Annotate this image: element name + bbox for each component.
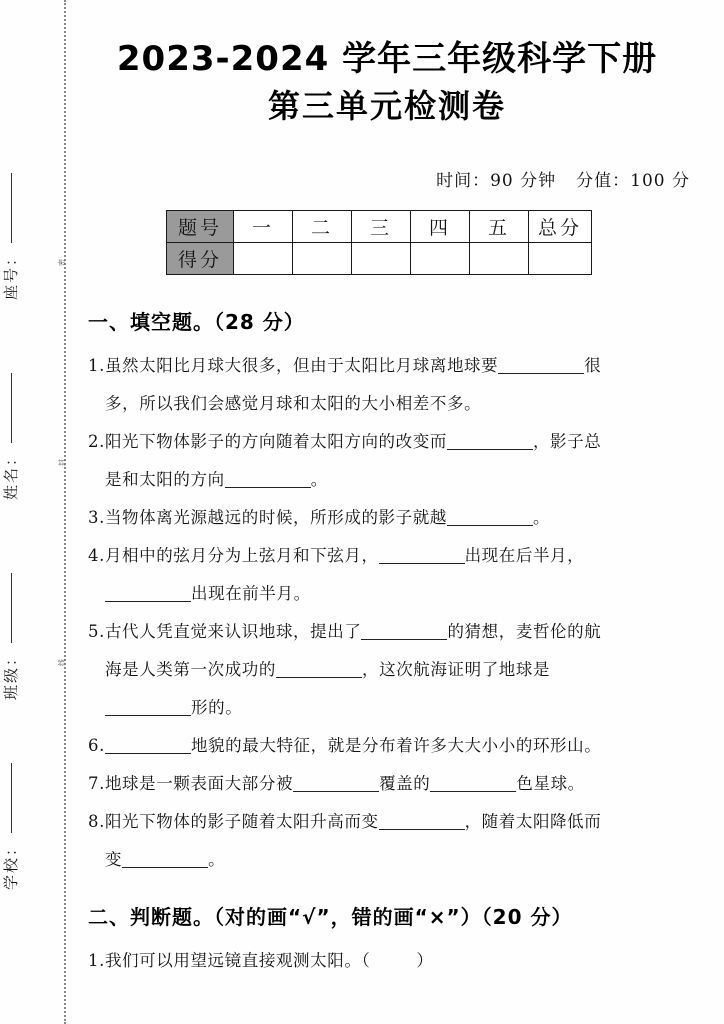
- page-title: 2023-2024 学年三年级科学下册: [116, 39, 658, 79]
- question-text: 当物体离光源越远的时候，所形成的影子就越: [104, 508, 447, 527]
- exam-total-score: 分值：100 分: [576, 171, 690, 191]
- question-1-2: [88, 425, 694, 459]
- seal-label-class: [0, 573, 21, 700]
- score-input-total[interactable]: [529, 243, 592, 275]
- score-table-col-2: 二: [293, 211, 352, 243]
- answer-blank[interactable]: [293, 791, 379, 792]
- question-text: 覆盖的: [379, 774, 431, 793]
- question-text: 很: [584, 356, 602, 375]
- score-input-3[interactable]: [352, 243, 411, 275]
- question-number: 2.: [88, 432, 105, 451]
- answer-blank[interactable]: [447, 449, 533, 450]
- question-number: 8.: [88, 812, 105, 831]
- question-text: 海是人类第一次成功的: [105, 660, 276, 679]
- question-1-5-cont: [88, 691, 694, 725]
- question-number: 5.: [88, 622, 105, 641]
- question-1-5: [88, 615, 694, 649]
- question-text: 是和太阳的方向: [105, 470, 225, 489]
- question-1-3: [88, 501, 694, 535]
- answer-blank[interactable]: [361, 639, 447, 640]
- question-number: 3.: [88, 508, 105, 527]
- seal-label-text: 学校：: [2, 838, 20, 890]
- seal-mini-char-3: 线: [58, 658, 66, 666]
- question-1-2-cont: [88, 463, 694, 497]
- seal-label-rule: [11, 763, 12, 833]
- question-text: 阳光下物体影子的方向随着太阳方向的改变而: [104, 432, 447, 451]
- question-1-7: [88, 767, 694, 801]
- question-1-8: [88, 805, 694, 839]
- question-1-8-cont: [88, 843, 694, 877]
- question-text: 月相中的弦月分为上弦月和下弦月，: [104, 546, 379, 565]
- question-text: 虽然太阳比月球大很多，但由于太阳比月球离地球要: [104, 356, 499, 375]
- question-text: 我们可以用望远镜直接观测太阳。（: [104, 951, 371, 970]
- answer-blank[interactable]: [447, 525, 533, 526]
- exam-content: [88, 300, 694, 982]
- question-1-4: [88, 539, 694, 573]
- seal-label-rule: [11, 573, 12, 643]
- question-text: 变: [105, 850, 123, 869]
- score-table-col-4: 四: [411, 211, 470, 243]
- seal-label-student-name: [0, 373, 21, 500]
- seal-label-rule: [11, 173, 12, 243]
- score-table-col-total: 总分: [529, 211, 592, 243]
- score-input-2[interactable]: [293, 243, 352, 275]
- section-heading-1: 一、填空题。（28 分）: [88, 310, 305, 334]
- score-table-row-label-question: 题号: [167, 211, 234, 243]
- page-title-block: [78, 36, 696, 128]
- seal-mini-char-2: 封: [58, 458, 66, 466]
- answer-blank[interactable]: [225, 487, 311, 488]
- score-input-5[interactable]: [470, 243, 529, 275]
- table-row-scores: [167, 243, 592, 275]
- question-1-1: [88, 349, 694, 383]
- question-text: 的猜想，麦哲伦的航: [447, 622, 602, 641]
- exam-meta: [78, 166, 690, 191]
- question-text: ，随着太阳降低而: [464, 812, 602, 831]
- table-row-question-numbers: [167, 211, 592, 243]
- question-text: ，影子总: [532, 432, 602, 451]
- question-number: 1.: [88, 356, 105, 375]
- answer-blank[interactable]: [122, 867, 208, 868]
- answer-blank[interactable]: [276, 677, 362, 678]
- question-number: 6.: [88, 736, 105, 755]
- seal-label-text: 座号：: [2, 248, 20, 300]
- question-text: 出现在后半月，: [464, 546, 585, 565]
- answer-blank[interactable]: [105, 601, 191, 602]
- question-1-1-cont: [88, 387, 694, 421]
- question-text: 。: [208, 850, 226, 869]
- question-text: 。: [310, 470, 328, 489]
- question-1-6: [88, 729, 694, 763]
- score-input-1[interactable]: [234, 243, 293, 275]
- question-text: 多，所以我们会感觉月球和太阳的大小相差不多。: [105, 394, 482, 413]
- seal-label-text: 班级：: [2, 648, 20, 700]
- question-text: 色星球。: [516, 774, 585, 793]
- answer-blank[interactable]: [105, 753, 191, 754]
- question-text: 形的。: [191, 698, 243, 717]
- question-text: 地球是一颗表面大部分被: [104, 774, 294, 793]
- question-number: 1.: [88, 951, 105, 970]
- exam-duration: 时间：90 分钟: [436, 171, 557, 191]
- seal-label-text: 姓名：: [2, 448, 20, 500]
- score-table-col-5: 五: [470, 211, 529, 243]
- question-text: 地貌的最大特征，就是分布着许多大大小小的环形山。: [190, 736, 602, 755]
- score-input-4[interactable]: [411, 243, 470, 275]
- seal-label-rule: [11, 373, 12, 443]
- question-2-1: [88, 944, 694, 978]
- question-1-5-cont: [88, 653, 694, 687]
- question-text: ，这次航海证明了地球是: [362, 660, 551, 679]
- seal-dotted-line: [64, 0, 66, 1024]
- question-text: ）: [416, 951, 434, 970]
- question-number: 7.: [88, 774, 105, 793]
- answer-blank[interactable]: [498, 373, 584, 374]
- answer-blank[interactable]: [379, 829, 465, 830]
- question-1-4-cont: [88, 577, 694, 611]
- question-text: 古代人凭直觉来认识地球，提出了: [104, 622, 362, 641]
- score-table-col-3: 三: [352, 211, 411, 243]
- section-heading-2: 二、判断题。（对的画“√”，错的画“×”）（20 分）: [88, 905, 573, 929]
- question-text: 出现在前半月。: [191, 584, 311, 603]
- score-table: [166, 210, 592, 275]
- seal-mini-char-1: 密: [58, 258, 66, 266]
- question-text: 阳光下物体的影子随着太阳升高而变: [104, 812, 379, 831]
- score-table-row-label-score: 得分: [167, 243, 234, 275]
- seal-label-school: [0, 763, 21, 890]
- score-table-col-1: 一: [234, 211, 293, 243]
- answer-blank[interactable]: [105, 715, 191, 716]
- question-text: 。: [532, 508, 551, 527]
- answer-blank[interactable]: [430, 791, 516, 792]
- seal-label-seat-number: [0, 173, 21, 300]
- question-number: 4.: [88, 546, 105, 565]
- page-subtitle: 第三单元检测卷: [267, 87, 506, 125]
- answer-blank[interactable]: [379, 563, 465, 564]
